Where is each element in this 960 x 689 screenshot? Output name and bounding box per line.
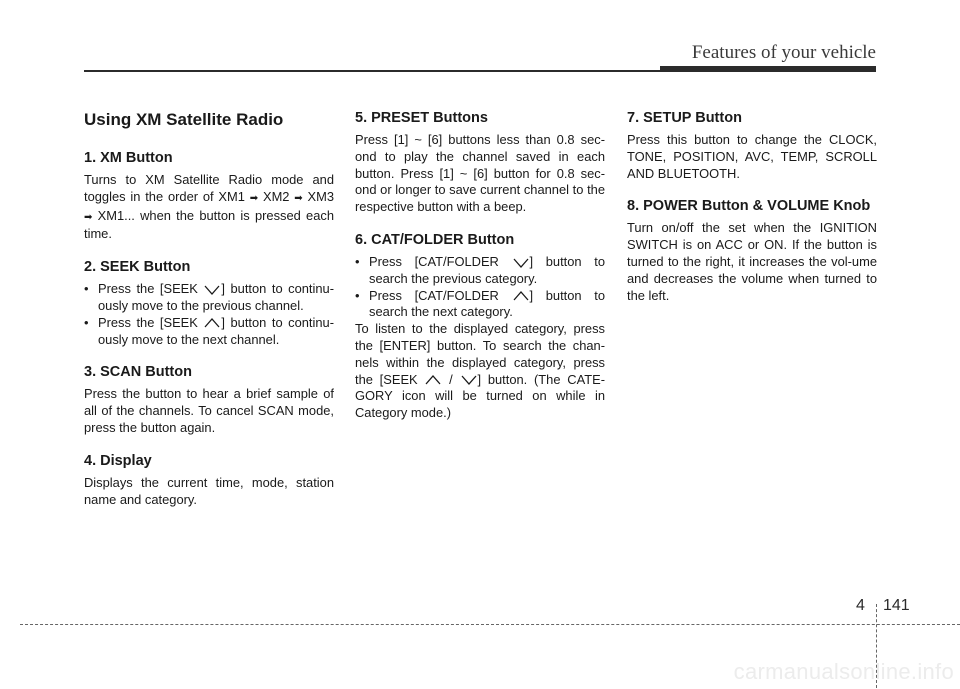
chevron-down-icon (204, 285, 220, 295)
scan-button-text: Press the button to hear a brief sample of all of the channels. To cancel SCAN mode, press the button again. (84, 386, 334, 435)
scan-button-title: 3. SCAN Button (84, 364, 192, 381)
seek-text-part: ] button to continu-ously move to the next channel. (98, 314, 334, 347)
list-item (84, 281, 334, 315)
chevron-down-icon (461, 375, 477, 385)
column-3 (627, 110, 877, 304)
xm-text-part: Turns to XM Satellite Radio mode and toggles in the order of XM1 (84, 172, 334, 204)
cat-text-part: Press [CAT/FOLDER (369, 287, 512, 303)
cat-text-part: ] button to search the next category. (369, 287, 605, 320)
power-volume-text: Turn on/off the set when the IGNITION SWITCH is on ACC or ON. If the button is turned to the right, it increases the vol-ume and decreases the volume when turned to the left. (627, 220, 877, 303)
seek-text-part: ] button to continu-ously move to the previous channel. (98, 281, 334, 313)
header-rule-thick (660, 66, 876, 72)
xm-text-part: XM3 (302, 188, 335, 204)
chevron-down-icon (513, 258, 529, 268)
cat-folder-list (355, 254, 605, 321)
column-2 (355, 110, 605, 422)
header-rule-thin (84, 70, 664, 72)
preset-buttons-text: Press [1] ~ [6] buttons less than 0.8 sec-ond to play the channel saved in each button. Press [1] ~ [6] button for 0.8 sec-ond or longer to save current channel to the respective button with a beep. (355, 132, 605, 215)
header-title: Features of your vehicle (691, 42, 876, 63)
seek-list (84, 281, 334, 348)
display-title: 4. Display (84, 452, 152, 469)
list-item (355, 288, 605, 322)
chapter-number: 4 (856, 597, 865, 614)
cat-para-part: / (442, 371, 460, 387)
setup-button-text: Press this button to change the CLOCK, TONE, POSITION, AVC, TEMP, SCROLL AND BLUETOOTH. (627, 132, 877, 181)
cat-text-part: ] button to search the previous category. (369, 253, 605, 286)
cat-folder-text (355, 321, 605, 422)
xm-button-title: 1. XM Button (84, 150, 173, 166)
cat-folder-title: 6. CAT/FOLDER Button (355, 231, 515, 248)
chevron-up-icon (204, 318, 220, 328)
chevron-up-icon (513, 291, 529, 301)
setup-button-title: 7. SETUP Button (627, 110, 742, 126)
xm-text-part: XM2 (258, 188, 295, 204)
right-arrow-icon: ➡ (84, 211, 93, 223)
page-number: 141 (883, 597, 910, 614)
seek-button-title: 2. SEEK Button (84, 259, 191, 276)
column-1 (84, 110, 334, 508)
power-volume-title: 8. POWER Button & VOLUME Knob (627, 198, 871, 215)
chevron-up-icon (425, 375, 441, 385)
section-heading: Using XM Satellite Radio (84, 110, 284, 129)
seek-text-part: Press the [SEEK (98, 314, 204, 330)
cat-para-part: To listen to the displayed category, press the [ENTER] button. To search the chan-nels within the displayed category, press the [SEEK (355, 321, 605, 387)
watermark: carmanualsonline.info (733, 659, 954, 684)
preset-buttons-title: 5. PRESET Buttons (355, 110, 488, 126)
cat-para-part: ] button. (The CATE-GORY icon will be turned on while in Category mode.) (355, 371, 605, 421)
list-item (355, 254, 605, 288)
seek-text-part: Press the [SEEK (98, 281, 204, 297)
cat-text-part: Press [CAT/FOLDER (369, 253, 512, 269)
display-text: Displays the current time, mode, station name and category. (84, 474, 334, 507)
xm-text-part: XM1... when the button is pressed each time. (84, 207, 334, 242)
list-item (84, 315, 334, 349)
xm-button-text (84, 172, 334, 243)
right-arrow-icon: ➡ (249, 192, 259, 204)
right-arrow-icon: ➡ (294, 192, 303, 204)
footer-dashed-rule (20, 624, 960, 625)
